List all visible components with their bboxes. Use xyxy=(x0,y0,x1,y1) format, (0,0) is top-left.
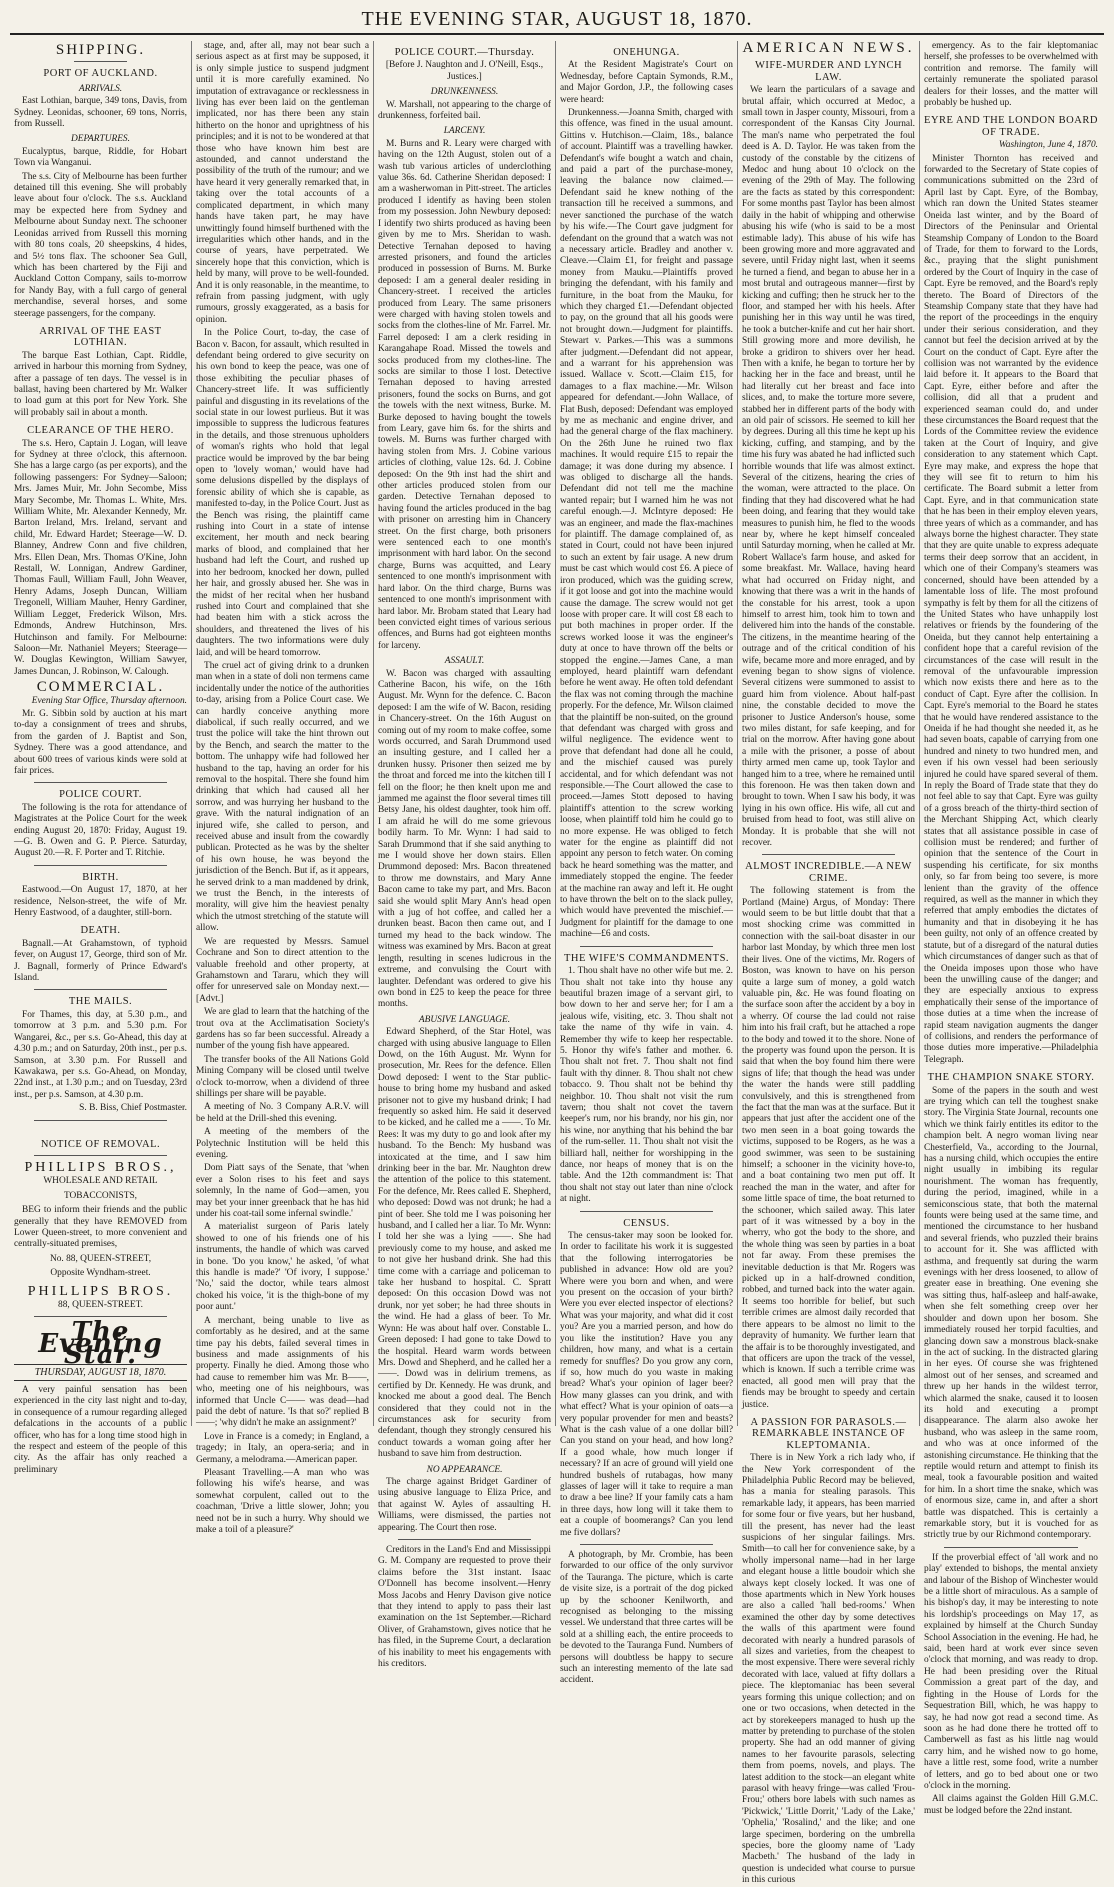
port-heading: PORT OF AUCKLAND. xyxy=(43,68,158,80)
wife-commandments-text: 1. Thou shalt have no other wife but me. 2. Thou shalt not take into thy house any beautiful brazen image of a servant girl, to bow down to her and serve her; for I am a jealous wife, visiting, etc. 3. Thou shalt not take the name of thy wife in vain. 4. Remember thy wife to keep her respectable. 5. Honor thy wife's father and mother. 6. Thou shalt not fret. 7. Thou shalt not find fault with thy dinner. 8. Thou shalt not chew tobacco. 9. Thou shalt not be behind thy neighbor. 10. Thou shalt not visit the rum tavern; thou shalt not covet the tavern keeper's rum, nor his brandy, nor his gin, nor his wine, nor anything that his behind the bar of the rum-seller. 11. Thou shalt not visit the billiard hall, neither for worshipping in the dance, nor heaps of money that is on the table. And the 12th commandment is: That thou shalt not stay out later than nine o'clock at night. xyxy=(560,966,733,1205)
commercial-office: Evening Star Office, Thursday afternoon. xyxy=(31,695,187,706)
snake-text: Some of the papers in the south and west are trying which can tell the toughest snake story. The Virginia State Journal, recounts one which we think fairly entitles its editor to the champion belt. A negro woman living near Chesterfield, Va., according to the Journal, has a nursing child, which occupies the entire night usually in imbibing its regular nourishment. The woman has frequently, during the period, imagined, while in a semiconscious state, that both the maternal founts were being used at the same time, and mentioned the circumstance to her husband and several friends, who puzzled their brains to account for it. She was afflicted with asthma, and frequently sat during the warm evenings with her dress loosened, to allow of greater ease in breathing. One evening she was sitting thus, half-asleep and half-awake, when she felt something creep over her shoulder and down upon her bosom. She immediately roused her torpid faculties, and glancing down saw a monstrous black-snake in the act of sucking. In the distracted glaring in her eyes. Of course she was frightened almost out of her senses, and screamed and threw up her hands in the wildest terror, which alarmed the snake, caused it to loosen its hold and executing a prompt disappearance. The alarm also awoke her husband, who was asleep in the same room, and who was at once informed of the astonishing circumstance. He thinking that the reptile would return and attempt to finish its meal, took a favourable position and waited for him. In a short time the snake, which was of enormous size, came in, and after a short battle was dispatched. This is certainly a remarkable story, but it is vouched for as strictly true by our Richmond contemporary. xyxy=(924,1085,1098,1541)
removal-heading: NOTICE OF REMOVAL. xyxy=(40,1138,161,1150)
phillips-opposite: Opposite Wyndham-street. xyxy=(50,1268,151,1279)
wife-murder-text: We learn the particulars of a savage and brutal affair, which occurred at Medoc, a small town in Jasper county, Missouri, from a correspondent of the Kansas City Journal. The man's name who perpetrated the foul deed is A. D. Taylor. He was taken from the custody of the constable by the citizens of Medoc and hung about 10 o'clock on the evening of the 29th of May. The following are the facts as stated by this correspondent: For some months past Taylor has been almost daily in the habit of whipping and otherwise abusing his wife (who is said to be a most estimable lady). This abuse of his wife has been growing more and more aggravated and severe, until Friday night last, when it seems he turned a fiend, and began to abuse her in a most brutal and outrageous manner—first by kicking and cuffing; then he struck her to the floor, and stamped her with his heels. After punishing her in this way until he was tired, he took a butcher-knife and cut her hair short. Still growing more and more devilish, he broke a gridiron to shivers over her head. Then with a knife, he began to torture her by hacking her in the face and breast, until he had literally cut her breast and face into slices, and, to make the torture more severe, stabbed her in different parts of the body with an old pair of scissors. He seemed to kill her by degrees. During all this time he kept up his kicking, cuffing, and stamping, and by the time his fury was abated he had inflicted such horrible wounds that life was almost extinct. Several of the citizens, hearing the cries of the woman, were attracted to the place. On finding that they had discovered what he had been doing, and fearing that they would take measures to punish him, he fled to the woods near by, where he kept himself concealed until Saturday morning, when he called at Mr. Robert Wallace's farm house, and asked for some breakfast. Mr. Wallace, having heard what had occurred on Friday night, and knowing that there was a writ in the hands of the constable for his arrest, took a upon himself to arrest him, took him to town and delivered him into the hands of the constable. The citizens, in the meantime hearing of the outrage and of the critical condition of his wife, became more and more enraged, and by evening began to show signs of violence. Several citizens were summoned to assist to guard him from violence. About half-past nine, the constable decided to move the prisoner to Justice Anderson's house, some two miles distant, for safe keeping, and for trial on the morrow. After having gone about a mile with the prisoner, a posse of about thirty armed men came up, took Taylor and hanged him to a tree, where he remained until this forenoon. He was then taken down and brought to town. When I saw his body, it was lying in his own office. His wife, all cut and bruised from head to foot, was still alive on Monday. It is probable that she will not recover. xyxy=(742,85,915,849)
drunkenness-heading: DRUNKENNESS. xyxy=(430,87,499,98)
bishop-text: If the proverbial effect of 'all work and no play' extended to bishops, the mental anxiety and labour of the Bishop of Winchester would be a little short of miraculous. As a sample of his bishop's day, it may be interesting to note his lordship's proceedings on May 17, as explained by himself at the Church Sunday School Association in the evening. He had, he said, been hard at work ever since seven o'clock that morning, and was ready to drop. He had been presiding over the Ritual Commission a great part of the day, and fighting in the House of Lords for the Sequestration Bill, which, he was happy to say, he had now got read a second time. As soon as he had done there he trotted off to Camberwell as fast as his little nag would carry him, and he wished now to go home, have a little rest, some food, write a number of letters, and go to bed about one or two o'clock in the morning. xyxy=(924,1552,1098,1791)
almost-incredible-text: The following statement is from the Portland (Maine) Argus, of Monday: There would seem to be but little doubt that that a most shocking crime was committed in connection with the sail-boat disaster in our harbor last Monday, by which three men lost their lives. One of the victims, Mr. Rogers of Boston, was known to have on his person quite a large sum of money, a gold watch valuable pin, &c. He was found floating on the surface soon after the accident by a boy in a wherry. Of course the lad could not raise him into his frail craft, but he attached a rope to the body and towed it to the shore. None of the property was found upon the person. It is said that when the boy found him there were signs of life; that though the head was under the water the hands were still paddling convulsively, and this is strengthened from the fact that the man was at the surface. But it appears that just after the accident one of the two men seen in a boat going towards the victims, supposed to be Rogers, as he was a good swimmer, was seen to be sustaining himself; a schooner in the vicinity hove-to, and a boat containing two men put off. It reached the man in the water, and after for some little space of time, the boat returned to the schooner, which sailed away. This later part of it was witnessed by a boy in the wherry, who got the body to the shore, and the whole thing was seen by parties in a boat not far away. From these premises the inevitable deduction is that Mr. Rogers was picked up in a half-drowned condition, robbed, and turned back into the water again. It seems too horrible for belief, but such terrible crimes are almost daily recorded that there appears to be almost no limit to the depravity of humanity. We further learn that the affair is to be thoroughly investigated, and that officers are upon the track of the vessel, which is known. If such a terrible crime was enacted, all good men will pray that the fiends may be brought to speedy and certain justice. xyxy=(742,886,915,1410)
phillips-trade: WHOLESALE AND RETAIL xyxy=(43,1176,158,1187)
column-3 xyxy=(374,41,556,1670)
editorial-1: stage, and, after all, may not bear such a serious aspect as at first may be supposed, it is only simple justice to suspend judgment until it is more carefully examined. No imputation of extravagance or recklessness in living has ever been laid on the gentleman implicated, nor has there been any stain hitherto on the honor and uprightness of his principles; and it is not to be wondered at that those who have known him best are astounded, and cannot understand the possibility of the truth of the rumour; and we have heard it very generally remarked that, in taking over the total accounts of a complicated department, in which many hands have taken part, he may have unwittingly found himself burthened with the irregularities which other hands, and in the course of years, have perpetrated. We sincerely hope that this conviction, which is held by many, will prove to be well-founded. And it is only reasonable, in the meantime, to refrain from passing judgment, with ugly rumours, grossly exaggerated, as a basis for opinion. xyxy=(196,41,369,325)
abuse-text: Edward Shepherd, of the Star Hotel, was charged with using abusive language to Ellen Dowd, on the 16th August. Mr. Wynn for prosecution, Mr. Rees for the defence. Ellen Dowd deposed: I went to the Star public-house to bring home my husband and asked prisoner not to give my husband drink; I had frequently so asked him. He said it deserved to be kicked, and he called me a ——. To Mr. Rees: It was my duty to go and look after my husband. To the Bench: My husband was intoxicated at the time, and I saw him drinking beer in the bar. Mr. Naughton drew the attention of the police to this statement. For the defence, Mr. Rees called E. Shepherd, who deposed: Dowd was not drunk; he had a pint of beer. She told me I was poisoning her husband, and I called her a liar. To Mr. Wynn: I told her she was a lying ——. She had previously come to my house, and asked me to not give her husband drink. She had this time come with a carriage and policeman to take her husband to hospital. C. Spratt deposed: On this occasion Dowd was not drunk, nor yet sober; he had three shouts in the wind. He had a glass of beer. To Mr. Wynn: He was about half over. Constable L. Green deposed: I had gone to take Dowd to the hospital. Heard warm words between Mrs. Dowd and Shepherd, and he called her a ——. Dowd was in delirium tremens, as certified by Dr. Kennedy. He was drunk, and knocked me about a good deal. The Bench considered that they could not in the circumstances ask for security from defendant, though they strongly censured his conduct towards a woman going after her husband to save him from destruction. xyxy=(378,1027,551,1460)
american-news-heading: AMERICAN NEWS. xyxy=(742,40,915,56)
no-appearance-heading: NO APPEARANCE. xyxy=(426,1464,503,1475)
birth-heading: BIRTH. xyxy=(82,871,119,883)
photo-text: A photograph, by Mr. Crombie, has been forwarded to our office of the only survivor of the Tauranga. The picture, which is carte de visite size, is a portrait of the dog picked up by the schooner Kenilworth, and recognised as belonging to the missing vessel. We understand that three cartes will be sold at a shilling each, the entire proceeds to be devoted to the Tauranga Fund. Numbers of persons will doubtless be happy to secure such an interesting memento of the late sad accident. xyxy=(560,1550,733,1686)
death-heading: DEATH. xyxy=(80,925,121,937)
eyre-dateline: Washington, June 4, 1870. xyxy=(998,140,1098,151)
wife-commandments-heading: THE WIFE'S COMMANDMENTS. xyxy=(563,952,730,964)
masthead: THE EVENING STAR, AUGUST 18, 1870. xyxy=(10,6,1104,35)
columns xyxy=(10,40,1104,1886)
parasol-heading: A PASSION FOR PARASOLS.—REMARKABLE INSTANCE OF KLEPTOMANIA. xyxy=(750,1416,907,1451)
leader-text: A very painful sensation has been experienced in the city last night and to-day, in consequence of a rumour regarding alleged defalcations in the accounts of a public officer, who has for a long time stood high in the respect and esteem of the people of this city. As the affair has only reached a preliminary xyxy=(14,1385,187,1475)
onehunga-intro: At the Resident Magistrate's Court on Wednesday, before Captain Symonds, R.M., and Major Gordon, J.P., the following cases were heard: xyxy=(560,60,733,105)
editorial-13: Pleasant Travelling.—A man who was following his wife's hearse, and was somewhat corpulent, called out to the coachman, 'Drive a little slower, John; you need not be in such a hurry. Why should we make a toil of a pleasure?' xyxy=(196,1467,369,1535)
eyre-text: Minister Thornton has received and forwarded to the Secretary of State copies of communications submitted on the 23rd of April last by Capt. Eyre, of the Bombay, which ran down the United States steamer Oneida last winter, and by the Board of Directors of the Peninsular and Oriental Steamship Company of London to the Board of Trade, for them to forward to the Lords, &c., praying that the slight punishment ordered by the Court of Inquiry in the case of Capt. Eyre be removed, and the Board's reply thereto. The Board of Directors of the Steamship Company state that they have had the report of the proceedings in the enquiry under their serious consideration, and they cannot but feel the decision arrived at by the Court on the conduct of Capt. Eyre after the collision was not warranted by the evidence laid before it. It appears to the Board that Capt. Eyre, either before and after the collision, did all that a prudent and experienced seaman could do, and under these circumstances the Board request that the Lords of the Committee review the evidence taken at the Court of Inquiry, and give consideration to any statement which Capt. Eyre may make, and express the hope that they will see fit to return to him his certificate. The Board submit a letter from Capt. Eyre, and in that communication state that he has been in their employ eleven years, three years of which as a commander, and has always borne the highest character. They state that they are quite unable to express adequate terms their deep sorrow that an accident, in which one of their Company's steamers was concerned, should have been attended by a lamentable loss of life. The most profound sympathy is felt by them for all the citizens of the United States who have unhappily lost relatives or friends by the foundering of the Oneida, but they cannot help entertaining a confident hope that a careful revision of the circumstances of the case will result in the removal of the unfavourable impression which now exists there and here as to the conduct of Capt. Eyre after the collision. In Capt. Eyre's memorial to the Board he states that he would have rendered assistance to the Oneida if he had thought she needed it, as he had seven boats, capable of carrying from one hundred and ninety to two hundred men, and even if his own vessel had been seriously injured he could have spared several of them. In reply the Board of Trade state that they do not feel able to say that Capt. Eyre was guilty of a gross breach of the thirty-third section of the Merchant Shipping Act, which clearly states that all assistance possible in case of collision must be rendered; and further of opinion that the sentence of the Court in suspending his certificate, for six months only, so far from being too severe, is more lenient than the gravity of the offence required, as well as the manner in which they referred that amply embodies the dictates of humanity and that in disobeying it he has been guilty, not only of an offence created by statute, but of a disregard of the natural duties which circumstances of danger such as that of the Oneida imposes upon those who have been the unwilling cause of the danger; and they are especially anxious to express emphatically their sense of the importance of those duties at a time when the increase of rapid steam navigation augments the danger of collisions, and renders the performance of those duties more imperative.—Philadelphia Telegraph. xyxy=(924,153,1098,1065)
shipping-heading: SHIPPING. xyxy=(55,42,146,58)
onehunga-heading: ONEHUNGA. xyxy=(613,47,680,58)
assault-heading: ASSAULT. xyxy=(444,656,485,667)
editorial-2: In the Police Court, to-day, the case of Bacon v. Bacon, for assault, which resulted in defendant being ordered to give security on his own bond to keep the peace, was one of those exhibiting the peculiar phases of Chancery-street life. It was sufficiently painful and disgusting in its revelations of the social state in our lowest purlieus. But it was impossible to suppress the ludicrous features in the details, and those strenuous upholders of woman's rights who hold that legal practice would be improved by the bar being open to 'lovely woman,' would have had some delusions dispelled by the displays of forensic ability of which she is capable, as manifested to-day, in the Police Court. Just as the Bench was rising, the plaintiff came rushing into Court in a state of intense excitement, her mouth and neck bearing marks of blood, and complained that her husband had left the Court, and rushed up into her bedroom, knocked her down, pulled her hair, and grossly abused her. She was in the midst of her recital when her husband rushed into Court and complained that she had beaten him with a stick across the shoulders, and threatened the lives of his daughters. The two informations were duly laid, and will be heard tomorrow. xyxy=(196,328,369,658)
editorial-7: A meeting of No. 3 Company A.R.V. will be held at the Drill-shed this evening. xyxy=(196,1102,369,1124)
phillips-address-2: 88, QUEEN-STREET. xyxy=(58,1300,143,1310)
arrival-heading: ARRIVAL OF THE EAST LOTHIAN. xyxy=(39,325,162,349)
almost-incredible-heading: ALMOST INCREDIBLE.—A NEW CRIME. xyxy=(745,861,912,884)
eyre-heading: EYRE AND THE LONDON BOARD OF TRADE. xyxy=(924,115,1098,138)
column-2 xyxy=(192,41,374,1535)
arrivals-heading: ARRIVALS. xyxy=(78,83,123,94)
arrivals-text: East Lothian, barque, 349 tons, Davis, from Sydney. Leonidas, schooner, 69 tons, Norris, from Russell. xyxy=(14,96,187,130)
phillips-tobacconists: TOBACCONISTS, xyxy=(63,1190,138,1201)
no-appearance-text: The charge against Bridget Gardiner of using abusive language to Eliza Price, and that against W. Ayles of assaulting H. Williams, were dismissed, the parties not appearing. The Court then rose. xyxy=(378,1476,551,1533)
birth-text: Eastwood.—On August 17, 1870, at her residence, Nelson-street, the wife of Mr. Henry Eastwood, of a daughter, still-born. xyxy=(14,885,187,919)
editorial-11: A merchant, being unable to live as comfortably as he desired, and at the same time pay his debts, failed several times in business and made assignments of his property. Finally he died. Among those who had cause to remember him was Mr. B——, who, meeting one of his neighbours, was informed that Uncle C—— was dead—had paid the debt of nature. 'Is that so?' replied B——; 'why didn't he make an assignment?' xyxy=(196,1315,369,1429)
snake-heading: THE CHAMPION SNAKE STORY. xyxy=(927,1072,1095,1084)
wife-murder-heading: WIFE-MURDER AND LYNCH LAW. xyxy=(754,60,903,83)
mails-text: For Thames, this day, at 5.30 p.m., and tomorrow at 3 p.m. and 5.30 p.m. For Wangarei, &c., per s.s. Go-Ahead, this day at 4.30 p.m.; and on Saturday, 20th inst., per p.s. Samson, at 3.30 p.m. For Russell and Kawakawa, per s.s. Go-Ahead, on Monday, 22nd inst., at 1.30 p.m.; and on Tuesday, 23rd inst., per p.s. Samson, at 4.30 p.m. xyxy=(14,1009,187,1100)
phillips-name-2: PHILLIPS BROS. xyxy=(27,1283,174,1299)
assault-text: W. Bacon was charged with assaulting Catherine Bacon, his wife, on the 16th August. Mr. Wynn for the defence. C. Bacon deposed: I am the wife of W. Bacon, residing in Chancery-street. On the 16th August on coming out of my room to make coffee, some words occurred, and Sarah Drummond used an insulting gesture, and I called her a drunken hussy. Prisoner then seized me by the throat and forced me into the kitchen till I fell on the floor; he then knelt upon me and jammed me against the floor several times till Betsy Jane, his oldest daughter, took him off. I am afraid he will do me some grievous bodily harm. To Mr. Wynn: I had said to Sarah Drummond that if she said anything to me I would shove her down stairs. Ellen Drummond deposed: Mrs. Bacon threatened to throw me downstairs, and Mary Anne Bacon came to take my part, and Mrs. Bacon said she would split Mary Ann's head open with a jug of hot coffee, and called her a drunken beast. Bacon then came out, and I turned my head to the back window. The witness was examined by Mrs. Bacon at great length, resulting in scenes ludicrous in the extreme, and convulsing the Court with laughter. Defendant was ordered to give his own bond in £25 to keep the peace for three months. xyxy=(378,668,551,1010)
editorial-4: We are requested by Messrs. Samuel Cochrane and Son to direct attention to the valuable freehold and other property, at Grahamstown and Tararu, which they will offer for unreserved sale on Monday next.—[Advt.] xyxy=(196,936,369,1004)
editorial-5: We are glad to learn that the hatching of the trout ova at the Acclimatisation Society's gardens has so far been successful. Already a number of the young fish have appeared. xyxy=(196,1007,369,1052)
dateline: THURSDAY, AUGUST 18, 1870. xyxy=(14,1364,187,1381)
newspaper-title: The Evening Star. xyxy=(38,1317,163,1371)
parasol-continued: emergency. As to the fair kleptomaniac herself, she professes to be overwhelmed with contrition and remorse. The family will certainly remunerate the spoliated parasol dealers for their losses, and the matter will probably be hushed up. xyxy=(924,41,1098,109)
departures-heading: DEPARTURES. xyxy=(71,134,130,145)
census-text: The census-taker may soon be looked for. In order to facilitate his work it is suggested that the following interrogatories be published in advance: How old are you? Where were you born and when, and were you present on the occasion of your birth? Were you ever elected inspector of elections? What was your majority, and what did it cost you? Are you a married person, and how do you like the institution? Have you any children, how many, and what is a certain remedy for snuffles? Do you grow any corn, if so, how much do you waste in making bread? What's your opinion of lager beer? How many glasses can you drink, and with what effect? What is your opinion of oats—a very popular provender for men and beasts? What is the cash value of a one dollar bill? Can you stand on your head, and how long? If a good whale, how much longer if necessary? If an acre of ground will yield one hundred bushels of rutabagas, how many glasses of lager will it take to require a man to draw a bee line? If your family cats a ham in three days, how long will it take them to eat a couple of boomerangs? Can you lend me five dollars? xyxy=(560,1231,733,1538)
abuse-heading: ABUSIVE LANGUAGE. xyxy=(418,1014,511,1025)
death-text: Bagnall.—At Grahamstown, of typhoid fever, on August 17, George, third son of Mr. J. Bagnall, formerly of Prince Edward's Island. xyxy=(14,938,187,984)
clearance-text: The s.s. Hero, Captain J. Logan, will leave for Sydney at three o'clock, this afternoon. She has a large cargo (as per exports), and the following passengers: For Sydney—Saloon; Mrs. James Muir, Mr. John Secombe, Miss Mary Secombe, Mr. Thomas L. White, Mrs. William White, Mr. Alexander Kennedy, Mr. Barton Ireland, Mrs. Ireland, servant and child, Mr. Edward Hardet; Steerage—W. D. Blanney, Andrew Conn and five children, Mrs. Ellen Dean, Mrs. Thomas O'Kine, John Restall, W. Lonnigan, Andrew Gardiner, Thomas Faull, William Faull, John Weaver, Henry Adams, Joseph Duncan, William Tregonell, William Mauher, Henry Gardiner, William Legget, Frederick Wilson, Mrs. Edmonds, Andrew Hutchinson, Mrs. Hutchinson and family. For Melbourne: Saloon—Mr. Nathaniel Meyers; Steerage—W. Douglas Kewington, William Sawyer, James Duncan, J. Robinson, W. Calough. xyxy=(14,438,187,677)
phillips-address: No. 88, QUEEN-STREET, xyxy=(49,1253,152,1264)
editorial-6: The transfer books of the All Nations Gold Mining Company will be closed until twelve o'clock to-morrow, when a dividend of three shillings per share will be payable. xyxy=(196,1054,369,1099)
larceny-heading: LARCENY. xyxy=(443,126,486,137)
larceny-text: M. Burns and R. Leary were charged with having on the 12th August, stolen out of a wash tub various articles of underclothing value 36s. 6d. Catherine Sheridan deposed: I am a washerwoman in Pitt-street. The articles produced I identify as having been stolen from my possession. John Newbury deposed: I identify two shirts produced as having been given by me to Mrs. Sheridan to wash. Detective Ternahan deposed to having arrested prisoners, and found the articles produced in possession of Burns. M. Burke deposed: I am a general dealer residing in Chancery-street. I received the articles produced from Leary. The same prisoners were charged with having stolen towels and socks from the clothes-line of Mr. Farrel. Mr. Farrel deposed: I am a clerk residing in Karangahape Road. Missed the towels and socks produced from my clothes-line. The socks are similar to those I lost. Detective Ternahan deposed to having arrested prisoners, found the socks on Burns, and got the towels with the next witness, Burke. M. Burke deposed to having bought the towels from Leary, gave him 6s. for the shirts and towels. M. Burns was further charged with having stolen from Mrs. J. Cobine various articles of clothing, value 12s. 6d. J. Cobine deposed: On the 9th inst had the shirt and other articles produced stolen from our garden. Detective Ternahan deposed to having found the articles produced in the bag with prisoner on arresting him in Chancery street. On the first charge, both prisoners were sentenced each to one month's imprisonment with hard labor. On the second charge, Burns was acquitted, and Leary sentenced to one month's imprisonment with hard labor. On the third charge, Burns was sentenced to one month's imprisonment with hard labor. Mr. Brobam stated that Leary had been convicted eight times of various serious offences, and Burns had got eighteen months for larceny. xyxy=(378,138,551,651)
editorial-9: Dom Piatt says of the Senate, that 'when ever a Solon rises to his feet and says solemnly, In the name of God—amen, you may bet your inner greenback that he has hid under his coat-tail some infernal swindle.' xyxy=(196,1163,369,1220)
final-text: All claims against the Golden Hill G.M.C. must be lodged before the 22nd instant. xyxy=(924,1794,1098,1816)
column-4 xyxy=(556,41,738,1686)
ships-text: The s.s. City of Melbourne has been further detained till this evening. She will probably leave about four o'clock. The s.s. Auckland may be expected here from Sydney and Melbourne about Sunday next. The schooner Leonidas arrived from Russell this morning with 80 tons coals, 20 sheepskins, 4 hides, and 5½ tons flax. The schooner Sea Gull, which has been chartered by the Fiji and Auckland Cotton Company, sails to-morrow for Nandy Bay, with a full cargo of general merchandise, several horses, and some steerage passengers, for the company. xyxy=(14,171,187,319)
justices: [Before J. Naughton and J. O'Neill, Esqs., Justices.] xyxy=(385,60,544,82)
onehunga-text: Drunkenness.—Joanna Smith, charged with this offence, was fined in the usual amount. Gittins v. Hutchison.—Claim, 18s., balance of account. Plaintiff was a travelling hawker. Defendant's wife bought a watch and chain, and paid a part of the purchase-money, leaving the balance now claimed.—Defendant said he knew nothing of the transaction till he received a summons, and never sanctioned the purchase of the watch by his wife.—The Court gave judgment for defendant on the ground that a watch was not a necessary article. Bradley and another v. Cleave.—Claim £1, for freight and passage money from Mauku.—Plaintiffs proved bringing the defendant, with his family and furniture, in the boat from the Mauku, for which they charged £1.—Defendant objected to pay, on the ground that all his goods were not brought down.—Judgment for plaintiffs. Stewart v. Parkes.—This was a summons after judgment.—Defendant did not appear, and a warrant for his apprehension was issued. Wallace v. Scott.—Claim £15, for damages to a flax machine.—Mr. Wilson appeared for defendant.—John Wallace, of Flat Bush, deposed: Defendant was employed by me as mechanic and engine driver, and had the general charge of the flax machinery. On the 26th June he ruined two flax machines. It would require £15 to repair the damage; it was done during my absence. I was obliged to discharge all the hands. Defendant did not tell me the machine wanted repair; but I warned him he was not careful enough.—J. McIntyre deposed: He was an engineer, and made the flax-machines for plaintiff. The damage complained of, as stated in Court, could not have been injured to such an extent by fair usage. A new drum must be cast which would cost £6. A piece of iron produced, which was the guiding screw, if it got loose and got into the machine would cause the damage. The screw would not get loose with proper care. It will cost £8 each to put both machines in proper order. If the screws worked loose it was the engineer's duty at once to have thrown off the belts or stopped the engine.—James Cane, a man employed, heard plaintiff warn defendant before he went away. He often told defendant the flax was not coming through the machine properly. For the defence, Mr. Wilson claimed that the plaintiff be non-suited, on the ground that defendant was charged with gross and wilful negligence. The evidence went to prove that defendant had done all he could, and the mischief caused was purely accidental, and for which defendant was not responsible.—The Court allowed the case to proceed.—James Stott deposed to having plaintiff's attention to the screw working loose, when plaintiff told him he could go to no more expense. He was obliged to fetch water for the engine as plaintiff did not appoint any person to fetch water. On coming back he heard something was the matter, and immediately stopped the engine. The feeder at the machine ran away and left it. He ought to have thrown the belt on to the slack pulley, which would have prevented the mischief.—Judgment for plaintiff for the damage to one machine—£6 and costs. xyxy=(560,108,734,940)
column-1 xyxy=(10,41,192,1475)
police-court-heading: POLICE COURT.—Thursday. xyxy=(394,47,535,58)
departures-text: Eucalyptus, barque, Riddle, for Hobart Town via Wanganui. xyxy=(14,146,187,169)
editorial-10: A materialist surgeon of Paris lately showed to one of his friends one of his instruments, the handle of which was carved in bone. 'Do you know,' he asked, 'of what this handle is made?' 'Of ivory, I suppose.' 'No,' said the doctor, while tears almost choked his voice, 'it is the thigh-bone of my poor aunt.' xyxy=(196,1222,369,1313)
phillips-text: BEG to inform their friends and the public generally that they have REMOVED from Lower Queen-street, to more convenient and centrally-situated premises, xyxy=(14,1205,187,1250)
column-6 xyxy=(920,41,1102,1816)
creditors-text: Creditors in the Land's End and Mississippi G. M. Company are requested to prove their claims before the 31st instant. Isaac O'Donnell has become insolvent.—Henry Moss Jacobs and Henry Davison give notice that they intend to apply to pass their last examination on the 1st September.—Richard Oliver, of Grahamstown, gives notice that he has filed, in the Supreme Court, a declaration of his inability to meet his engagements with his creditors. xyxy=(378,1545,551,1670)
column-5 xyxy=(738,40,920,1886)
drunkenness-text: W. Marshall, not appearing to the charge of drunkenness, forfeited bail. xyxy=(378,99,551,122)
newspaper-page xyxy=(10,6,1104,1886)
census-heading: CENSUS. xyxy=(623,1217,670,1229)
clearance-heading: CLEARANCE OF THE HERO. xyxy=(27,425,174,437)
mails-sign: S. B. Biss, Chief Postmaster. xyxy=(79,1103,187,1114)
police-text: The following is the rota for attendance of Magistrates at the Police Court for the week ending August 20, 1870: Friday, August 19.—G. B. Owen and G. P. Pierce. Saturday, August 20.—R. F. Porter and T. Ritchie. xyxy=(14,802,187,859)
arrival-text: The barque East Lothian, Capt. Riddle, arrived in harbour this morning from Sydney, after a passage of ten days. The vessel is in ballast, having been chartered by Mr. Walker to load gum at this port for New York. She will probably sail in about a month. xyxy=(14,350,187,418)
parasol-text: There is in New York a rich lady who, if the New York correspondent of the Philadelphia Public Record may be believed, has a mania for stealing parasols. This remarkable lady, it appears, has been married for some four or five years, but her husband, till the present, has never had the least suspicions of her singular failings. Mrs. Smith—to call her for convenience sake, by a wholly impersonal name—had in her large and elegant house a little boudoir which she always kept closely locked. It was one of those apartments which in New York houses are also a called 'hall bed-rooms.' When examined the other day by some detectives the walls of this apartment were found decorated with nearly a hundred parasols of all sizes and varieties, from the cheapest to the most expensive. There were several richly decorated with lace, valued at fifty dollars a piece. The kleptomaniac has been several years forming this unique collection; and on one or two occasions, when detected in the act by storekeepers managed to hush up the matter by pretending to purchase of the stolen property. She had an odd manner of giving names to her favourite parasols, selecting them from poems, novels, and plays. The latest addition to the stock—an elegant white parasol with heavy fringe—was called 'Frou-Frou;' others bore labels with such names as 'Pickwick,' 'Little Dorrit,' 'Lady of the Lake,' 'Ophelia,' 'Rosalind,' and the like; and one large specimen, bordering on the umbrella species, bore the gloomy name of 'Lady Macbeth.' The husband of the lady in question is undecided what course to pursue in this curious xyxy=(742,1453,915,1886)
commercial-heading: COMMERCIAL. xyxy=(36,679,165,696)
editorial-3: The cruel act of giving drink to a drunken man when in a state of doli non termens came incidentally under the notice of the authorities to-day, arising from a Police Court case. We can hardly conceive anything more diabolical, if such really occurred, and we trust the police will take the hint thrown out by the Bench, and search the matter to the bottom. The unhappy wife had followed her husband to the tap, having an order for his removal to the hospital. There she found him drinking that which had caused all her sorrow, and was hurrying her husband to the grave. With the natural indignation of an injured wife, she called to person, and received abuse and insult from the cowardly publican. Protected as he was by the shelter of his own house, he was beyond the jurisdiction of the Bench. But if, as it appears, he served drink to a man maddened by drink, we trust the Bench, in the interests of morality, will give him the heaviest penalty which the utmost stretching of the statute will allow. xyxy=(196,660,369,934)
police-heading: POLICE COURT. xyxy=(59,789,142,801)
mails-heading: THE MAILS. xyxy=(68,996,133,1008)
phillips-name: PHILLIPS BROS., xyxy=(24,1159,177,1175)
editorial-8: A meeting of the members of the Polytechnic Institution will be held this evening. xyxy=(196,1127,369,1160)
editorial-12: Love in France is a comedy; in England, a tragedy; in Italy, an opera-seria; and in Germany, a melodrama.—American paper. xyxy=(196,1431,369,1465)
commercial-text: Mr. G. Sibbin sold by auction at his mart to-day a consignment of trees and shrubs, from the garden of J. Baptist and Son, Sydney. There was a good attendance, and about 600 trees of various kinds were sold at fair prices. xyxy=(14,708,187,776)
